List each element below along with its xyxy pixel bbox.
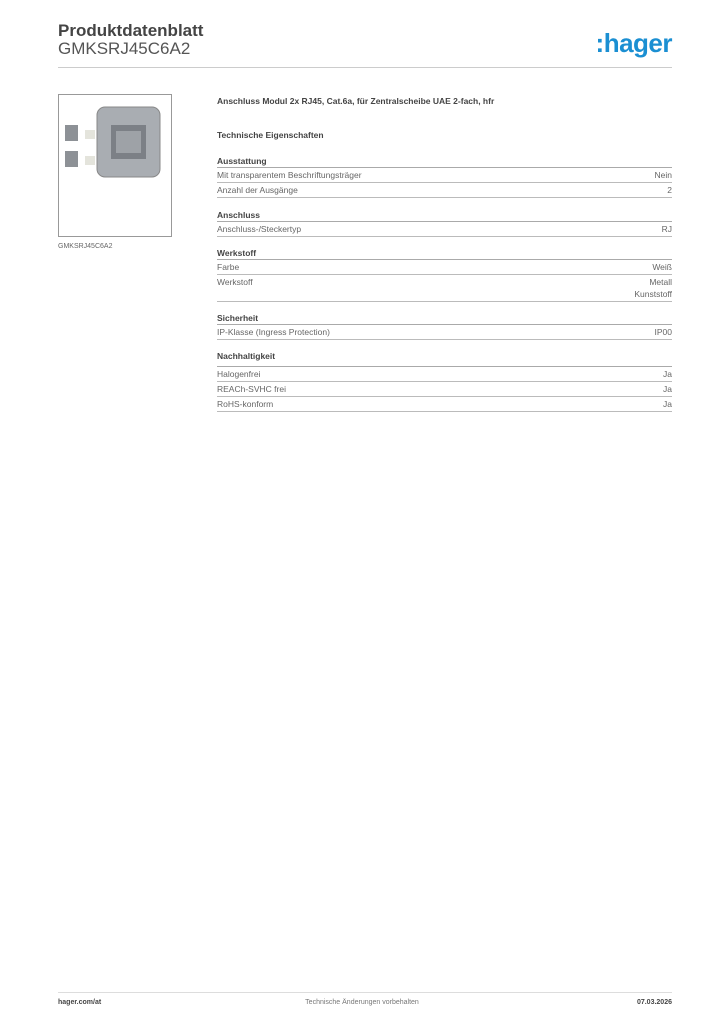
footer-date: 07.03.2026 (636, 999, 672, 1006)
row-label: RoHS-konform (217, 399, 274, 409)
header-divider (58, 67, 672, 68)
section-nachhaltigkeit (217, 350, 672, 412)
table-row (217, 397, 672, 412)
table-row (217, 222, 672, 237)
row-label: Farbe (217, 262, 240, 272)
row-value: Nein (654, 170, 672, 180)
row-value: 2 (667, 185, 672, 195)
product-image (58, 94, 172, 237)
section-sicherheit (217, 312, 672, 340)
table-row (217, 325, 672, 340)
row-label: Anzahl der Ausgänge (217, 185, 298, 195)
product-description: Anschluss Modul 2x RJ45, Cat.6a, für Zentralscheibe UAE 2-fach, hfr (217, 96, 495, 106)
row-label: Anschluss-/Steckertyp (217, 224, 302, 234)
section-title: Anschluss (217, 209, 672, 222)
footer-note: Technische Änderungen vorbehalten (305, 999, 419, 1006)
table-row (217, 183, 672, 198)
row-label: Mit transparentem Beschriftungsträger (217, 170, 362, 180)
footer-website[interactable]: hager.com/at (58, 999, 102, 1006)
row-value: Ja (663, 399, 672, 409)
table-row (217, 382, 672, 397)
section-ausstattung (217, 155, 672, 198)
row-value: RJ (661, 224, 672, 234)
section-werkstoff (217, 247, 672, 302)
row-label: IP-Klasse (Ingress Protection) (217, 327, 330, 337)
row-value: IP00 (654, 327, 672, 337)
page-title: Produktdatenblatt (58, 21, 204, 40)
table-row (217, 367, 672, 382)
section-title: Sicherheit (217, 312, 672, 325)
row-value: Ja (663, 384, 672, 394)
value-line: Metall (649, 277, 672, 287)
value-line: Kunststoff (634, 289, 672, 299)
section-anschluss (217, 209, 672, 237)
table-row (217, 260, 672, 275)
row-label: Werkstoff (217, 277, 253, 287)
table-row (217, 275, 672, 302)
table-row (217, 168, 672, 183)
product-code: GMKSRJ45C6A2 (58, 39, 191, 58)
row-label: Halogenfrei (217, 369, 261, 379)
row-value (634, 276, 672, 300)
section-title: Werkstoff (217, 247, 672, 260)
footer-divider (58, 992, 672, 993)
section-title: Ausstattung (217, 155, 672, 168)
hager-logo: :hager (595, 28, 672, 58)
row-label: REACh-SVHC frei (217, 384, 286, 394)
row-value: Ja (663, 369, 672, 379)
image-caption: GMKSRJ45C6A2 (58, 243, 113, 250)
row-value: Weiß (652, 262, 672, 272)
tech-properties-heading: Technische Eigenschaften (217, 130, 324, 140)
section-title: Nachhaltigkeit (217, 350, 672, 367)
